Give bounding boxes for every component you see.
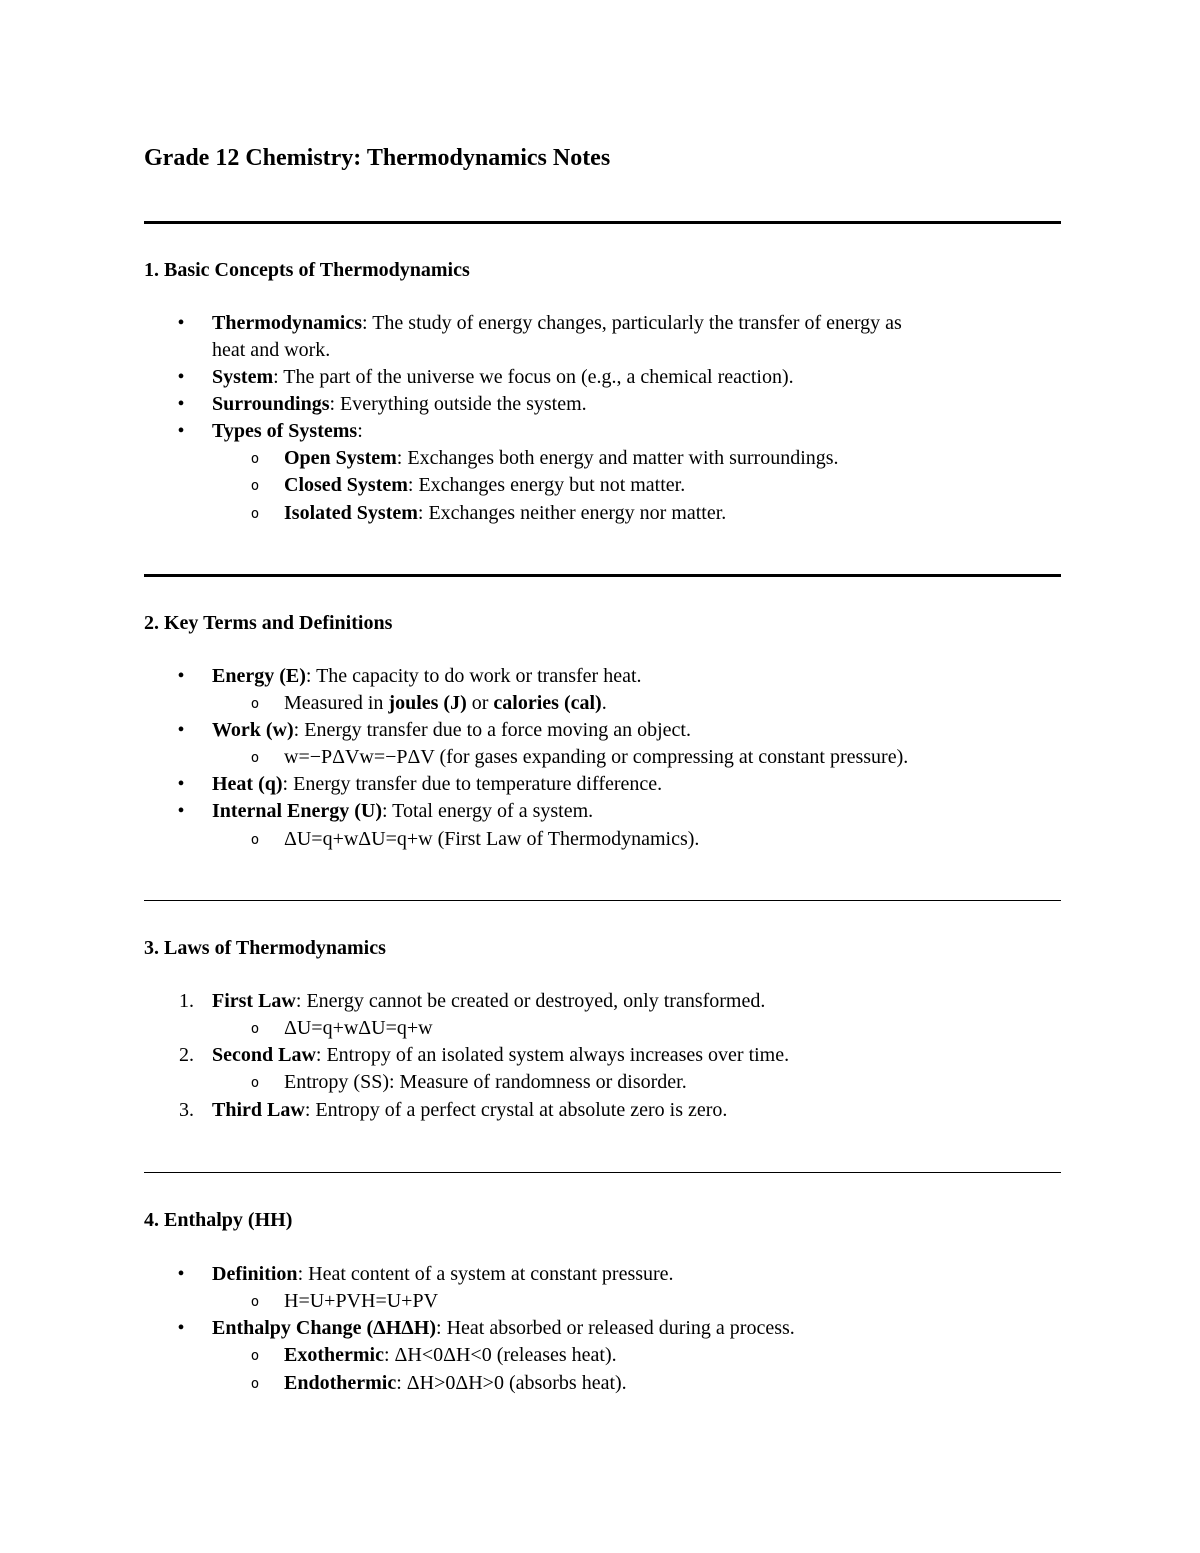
list-item-second-law: [212, 1042, 789, 1069]
definition: : Energy transfer due to temperature difference.: [282, 773, 663, 795]
bullet-icon: •: [177, 393, 185, 415]
definition: : Exchanges energy but not matter.: [407, 474, 686, 496]
sub-bullet-icon: o: [250, 506, 260, 522]
section-divider: [144, 1172, 1061, 1173]
list-item-enthalpy-change: [212, 1315, 795, 1342]
sub-item-first-law-formula: ΔU=q+wΔU=q+w: [284, 1017, 433, 1039]
definition: :: [357, 420, 363, 442]
term: Surroundings: [212, 393, 330, 415]
term: First Law: [212, 990, 296, 1012]
bullet-icon: •: [177, 773, 185, 795]
sub-bullet-icon: o: [250, 832, 260, 848]
term: Work (w): [212, 719, 294, 741]
definition: : Entropy of an isolated system always increases over time.: [315, 1044, 790, 1066]
definition: : ΔH>0ΔH>0 (absorbs heat).: [396, 1372, 627, 1394]
text: Measured in: [284, 692, 389, 714]
definition: : Heat absorbed or released during a process.: [436, 1317, 795, 1339]
bullet-icon: •: [177, 719, 185, 741]
term: Types of Systems: [212, 420, 358, 442]
term: Open System: [284, 447, 397, 469]
list-number: 3.: [179, 1099, 194, 1121]
term: Third Law: [212, 1099, 305, 1121]
list-item-heat: [212, 771, 662, 798]
sub-bullet-icon: o: [250, 451, 260, 467]
sub-item-measured-in: [284, 690, 607, 717]
definition: : Heat content of a system at constant pressure.: [297, 1263, 674, 1285]
term: joules (J): [388, 692, 467, 714]
list-item-first-law: [212, 988, 765, 1015]
list-item-internal-energy: [212, 798, 593, 825]
section-4-heading: 4. Enthalpy (HH): [144, 1209, 293, 1231]
sub-item-isolated-system: [284, 500, 726, 527]
sub-bullet-icon: o: [250, 1021, 260, 1037]
sub-bullet-icon: o: [250, 1294, 260, 1310]
term: Exothermic: [284, 1344, 384, 1366]
term: Internal Energy (U): [212, 800, 382, 822]
list-item-thermodynamics: [212, 310, 902, 337]
term: calories (cal): [493, 692, 602, 714]
bullet-icon: •: [177, 366, 185, 388]
bullet-icon: •: [177, 665, 185, 687]
section-3-heading: 3. Laws of Thermodynamics: [144, 937, 386, 959]
bullet-icon: •: [177, 312, 185, 334]
section-divider: [144, 221, 1061, 224]
list-item-thermodynamics-cont: heat and work.: [212, 339, 331, 361]
list-item-definition: [212, 1261, 674, 1288]
term: Energy (E): [212, 665, 306, 687]
sub-item-enthalpy-formula: H=U+PVH=U+PV: [284, 1290, 439, 1312]
list-item-third-law: [212, 1097, 727, 1124]
section-2-heading: 2. Key Terms and Definitions: [144, 612, 393, 634]
definition: : The part of the universe we focus on (e.g., a chemical reaction).: [273, 366, 794, 388]
definition: : Everything outside the system.: [329, 393, 587, 415]
bullet-icon: •: [177, 420, 185, 442]
sub-bullet-icon: o: [250, 696, 260, 712]
list-item-types-of-systems: [212, 418, 363, 445]
definition: : ΔH<0ΔH<0 (releases heat).: [383, 1344, 617, 1366]
term: Isolated System: [284, 502, 418, 524]
sub-item-closed-system: [284, 472, 685, 499]
sub-bullet-icon: o: [250, 478, 260, 494]
bullet-icon: •: [177, 1263, 185, 1285]
section-divider: [144, 900, 1061, 901]
term: Enthalpy Change (ΔHΔH): [212, 1317, 437, 1339]
sub-item-internal-formula: ΔU=q+wΔU=q+w (First Law of Thermodynamics).: [284, 828, 700, 850]
section-1-heading: 1. Basic Concepts of Thermodynamics: [144, 259, 470, 281]
term: Second Law: [212, 1044, 316, 1066]
list-item-surroundings: [212, 391, 587, 418]
term: Thermodynamics: [212, 312, 362, 334]
sub-bullet-icon: o: [250, 1376, 260, 1392]
term: System: [212, 366, 274, 388]
term: Closed System: [284, 474, 408, 496]
list-number: 2.: [179, 1044, 194, 1066]
sub-item-work-formula: w=−PΔVw=−PΔV (for gases expanding or compressing at constant pressure).: [284, 746, 909, 768]
sub-bullet-icon: o: [250, 1075, 260, 1091]
sub-bullet-icon: o: [250, 1348, 260, 1364]
section-divider: [144, 574, 1061, 577]
sub-item-exothermic: [284, 1342, 617, 1369]
bullet-icon: •: [177, 800, 185, 822]
definition: : Exchanges both energy and matter with surroundings.: [396, 447, 839, 469]
list-item-system: [212, 364, 794, 391]
definition: : Entropy of a perfect crystal at absolute zero is zero.: [304, 1099, 728, 1121]
page-title: Grade 12 Chemistry: Thermodynamics Notes: [144, 145, 611, 171]
text: or: [466, 692, 494, 714]
definition: : The capacity to do work or transfer heat.: [305, 665, 642, 687]
definition: : Energy transfer due to a force moving an object.: [293, 719, 691, 741]
sub-item-open-system: [284, 445, 839, 472]
sub-bullet-icon: o: [250, 750, 260, 766]
sub-item-endothermic: [284, 1370, 627, 1397]
term: Heat (q): [212, 773, 283, 795]
definition: : Exchanges neither energy nor matter.: [417, 502, 727, 524]
list-number: 1.: [179, 990, 194, 1012]
term: Endothermic: [284, 1372, 397, 1394]
definition: : Total energy of a system.: [381, 800, 594, 822]
bullet-icon: •: [177, 1317, 185, 1339]
text: .: [601, 692, 607, 714]
sub-item-entropy: Entropy (SS): Measure of randomness or disorder.: [284, 1071, 687, 1093]
definition: : Energy cannot be created or destroyed, only transformed.: [295, 990, 766, 1012]
list-item-work: [212, 717, 691, 744]
term: Definition: [212, 1263, 298, 1285]
list-item-energy: [212, 663, 642, 690]
definition: : The study of energy changes, particularly the transfer of energy as: [362, 312, 902, 334]
